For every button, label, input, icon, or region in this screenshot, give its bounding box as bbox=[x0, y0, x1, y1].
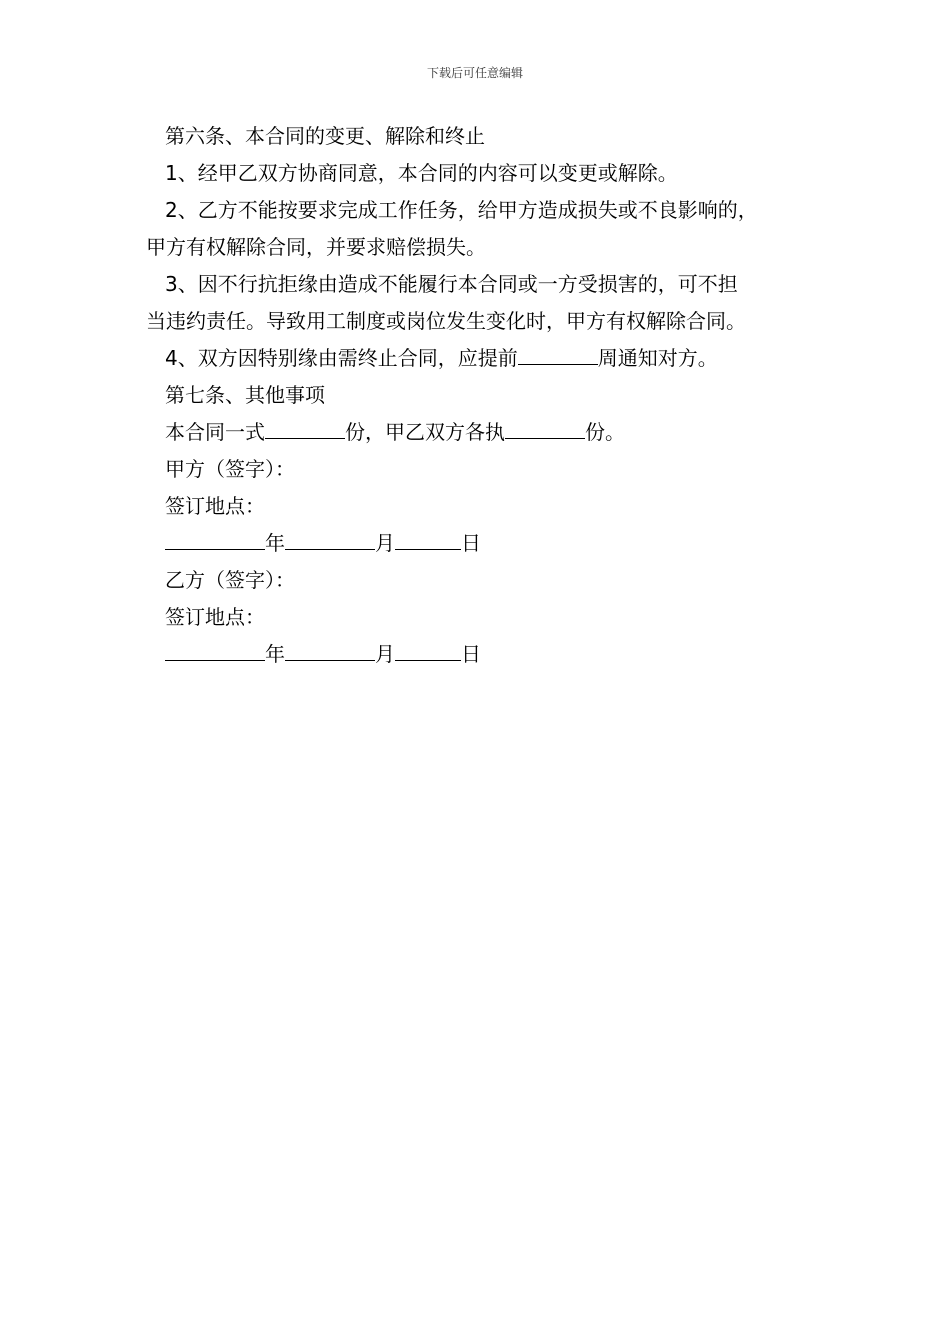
document-body bbox=[146, 118, 826, 673]
party-a-day-label: 日 bbox=[461, 531, 481, 555]
party-b-place-label: 签订地点： bbox=[165, 605, 265, 629]
party-a-sign-label: 甲方（签字）： bbox=[165, 457, 295, 481]
party-b-month-label: 月 bbox=[375, 642, 395, 666]
article-6-item-2-line-2: 甲方有权解除合同，并要求赔偿损失。 bbox=[146, 235, 486, 259]
party-b-date bbox=[146, 636, 826, 673]
article-7-copies bbox=[146, 414, 826, 451]
article-6-item-1: 1、经甲乙双方协商同意，本合同的内容可以变更或解除。 bbox=[165, 161, 678, 185]
party-b-day-blank[interactable] bbox=[395, 638, 461, 661]
article-6-title: 第六条、本合同的变更、解除和终止 bbox=[165, 124, 485, 148]
copies-pre: 本合同一式 bbox=[165, 420, 265, 444]
article-6-item-2-line-1: 2、乙方不能按要求完成工作任务，给甲方造成损失或不良影响的， bbox=[165, 198, 758, 222]
party-a-day-blank[interactable] bbox=[395, 527, 461, 550]
article-6-item-4-pre: 4、双方因特别缘由需终止合同，应提前 bbox=[165, 346, 518, 370]
party-a-date bbox=[146, 525, 826, 562]
notice-weeks-blank[interactable] bbox=[518, 342, 598, 365]
party-b-sign-label: 乙方（签字）： bbox=[165, 568, 295, 592]
party-b-day-label: 日 bbox=[461, 642, 481, 666]
party-b-year-label: 年 bbox=[265, 642, 285, 666]
article-6-item-3-line-1: 3、因不行抗拒缘由造成不能履行本合同或一方受损害的，可不担 bbox=[165, 272, 738, 296]
article-6-item-4 bbox=[146, 340, 826, 377]
article-6-item-3-line-2: 当违约责任。导致用工制度或岗位发生变化时，甲方有权解除合同。 bbox=[146, 309, 746, 333]
copies-mid: 份，甲乙双方各执 bbox=[345, 420, 505, 444]
party-a-place-label: 签订地点： bbox=[165, 494, 265, 518]
copies-each-blank[interactable] bbox=[505, 416, 585, 439]
party-a-month-label: 月 bbox=[375, 531, 395, 555]
total-copies-blank[interactable] bbox=[265, 416, 345, 439]
copies-post: 份。 bbox=[585, 420, 625, 444]
party-b-month-blank[interactable] bbox=[285, 638, 375, 661]
party-a-year-blank[interactable] bbox=[165, 527, 265, 550]
party-b-year-blank[interactable] bbox=[165, 638, 265, 661]
article-6-item-4-post: 周通知对方。 bbox=[597, 346, 718, 370]
party-a-year-label: 年 bbox=[265, 531, 285, 555]
page-header: 下载后可任意编辑 bbox=[426, 66, 523, 80]
article-7-title: 第七条、其他事项 bbox=[165, 383, 325, 407]
party-a-month-blank[interactable] bbox=[285, 527, 375, 550]
